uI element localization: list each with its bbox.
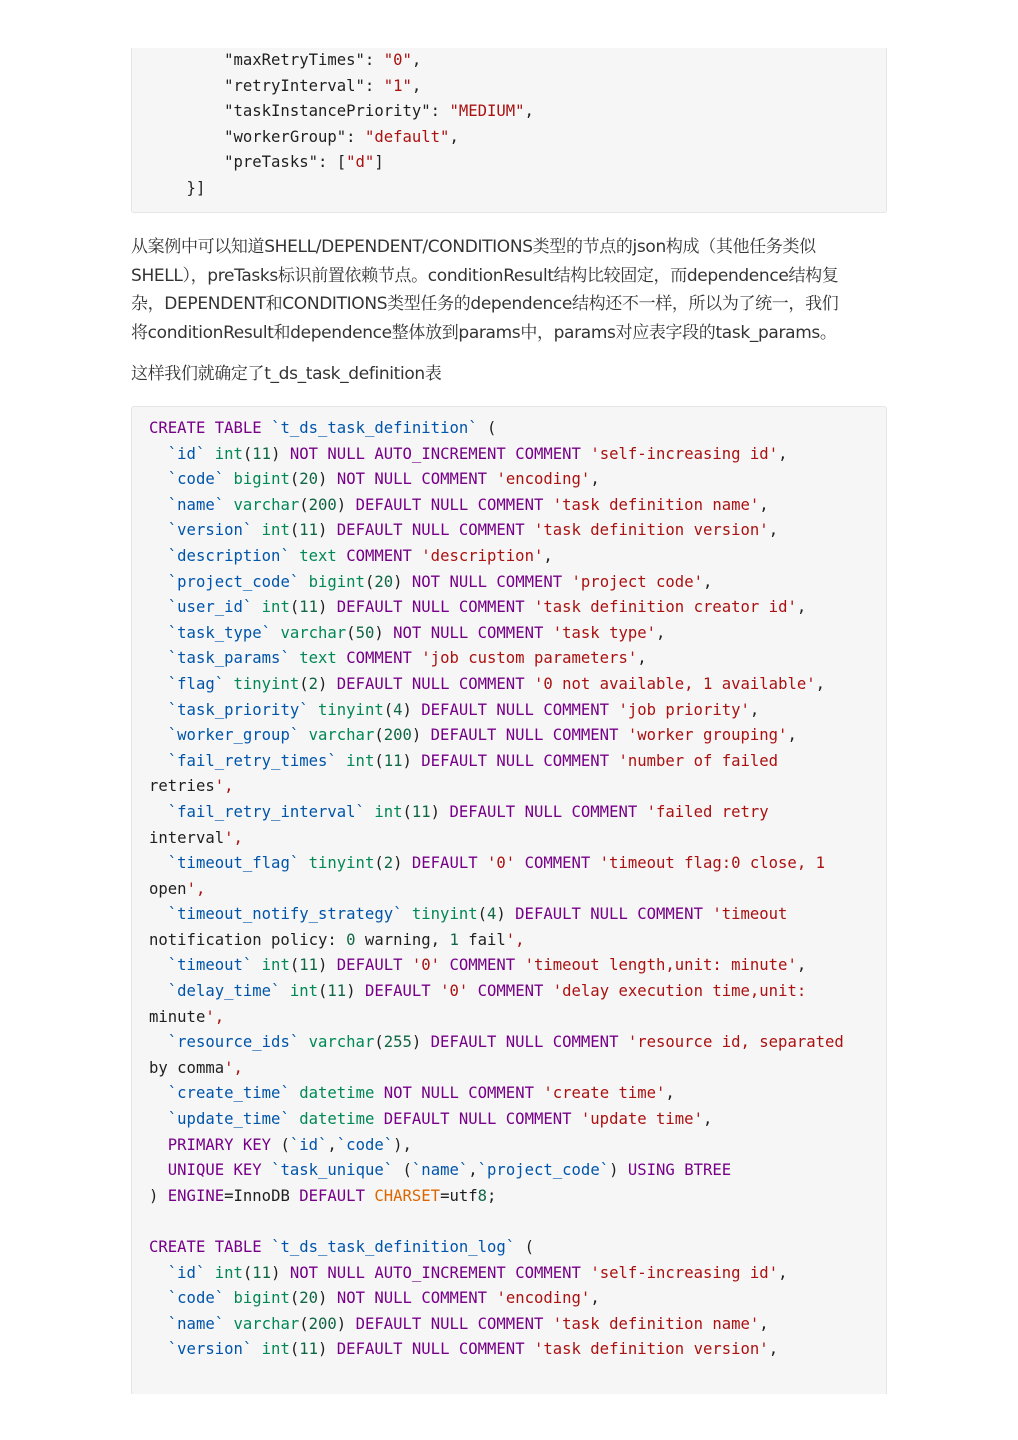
code-line: `task_type` varchar(50) NOT NULL COMMENT 'task type', xyxy=(167,623,666,642)
sql-code-block xyxy=(131,406,887,1394)
code-line: `resource_ids` varchar(255) DEFAULT NULL COMMENT 'resource id, separated xyxy=(167,1033,844,1052)
code-line: `timeout_notify_strategy` tinyint(4) DEFAULT NULL COMMENT 'timeout xyxy=(167,905,788,924)
code-line: retries', xyxy=(149,777,234,796)
code-line: CREATE TABLE `t_ds_task_definition_log` ( xyxy=(149,1238,534,1256)
table-intro-paragraph xyxy=(131,360,891,388)
paragraph-line: 从案例中可以知道SHELL/DEPENDENT/CONDITIONS类型的节点的json构成（其他任务类似 xyxy=(131,237,816,257)
code-line: "workerGroup": "default", xyxy=(149,127,459,146)
code-line: UNIQUE KEY `task_unique` (`name`,`project_code`) USING BTREE xyxy=(167,1161,732,1180)
code-line: "taskInstancePriority": "MEDIUM", xyxy=(149,102,534,121)
code-line: by comma', xyxy=(149,1058,243,1077)
code-line: `task_params` text COMMENT 'job custom parameters', xyxy=(167,649,647,668)
code-line: "preTasks": ["d"] xyxy=(149,153,384,172)
code-line: `task_priority` tinyint(4) DEFAULT NULL COMMENT 'job priority', xyxy=(167,700,760,719)
code-line: `timeout_flag` tinyint(2) DEFAULT '0' COMMENT 'timeout flag:0 close, 1 xyxy=(167,854,825,873)
code-line xyxy=(149,1209,844,1235)
paragraph-line: SHELL），preTasks标识前置依赖节点。conditionResult结构比较固定，而dependence结构复 xyxy=(131,265,839,286)
paragraph-line: 杂，DEPENDENT和CONDITIONS类型任务的dependence结构还不一样，所以为了统一，我们 xyxy=(131,294,839,315)
code-line: `delay_time` int(11) DEFAULT '0' COMMENT 'delay execution time,unit: xyxy=(167,982,807,1001)
code-line: `user_id` int(11) DEFAULT NULL COMMENT 'task definition creator id', xyxy=(167,598,807,617)
code-line: `version` int(11) DEFAULT NULL COMMENT 'task definition version', xyxy=(167,521,779,540)
paragraph-line: 将conditionResult和dependence整体放到params中，params对应表字段的task_params。 xyxy=(131,322,837,343)
explanation-paragraph xyxy=(131,233,891,347)
code-line: `version` int(11) DEFAULT NULL COMMENT 'task definition version', xyxy=(167,1340,779,1359)
code-line: `fail_retry_interval` int(11) DEFAULT NULL COMMENT 'failed retry xyxy=(167,802,769,821)
json-code xyxy=(149,48,534,202)
code-line: interval', xyxy=(149,828,243,847)
code-line: `create_time` datetime NOT NULL COMMENT 'create time', xyxy=(167,1084,675,1103)
code-line: `flag` tinyint(2) DEFAULT NULL COMMENT '0 not available, 1 available', xyxy=(167,674,826,693)
code-line: `update_time` datetime DEFAULT NULL COMMENT 'update time', xyxy=(167,1110,713,1129)
code-line: `timeout` int(11) DEFAULT '0' COMMENT 'timeout length,unit: minute', xyxy=(167,956,807,975)
code-line: }] xyxy=(149,178,206,197)
sql-code xyxy=(149,416,844,1363)
json-code-block xyxy=(131,48,887,213)
code-line: `id` int(11) NOT NULL AUTO_INCREMENT COMMENT 'self-increasing id', xyxy=(167,444,788,463)
code-line: PRIMARY KEY (`id`,`code`), xyxy=(167,1135,412,1154)
code-line: `fail_retry_times` int(11) DEFAULT NULL COMMENT 'number of failed xyxy=(167,751,779,770)
code-line: `name` varchar(200) DEFAULT NULL COMMENT 'task definition name', xyxy=(167,495,769,514)
code-line: `description` text COMMENT 'description', xyxy=(167,546,553,565)
code-line: `code` bigint(20) NOT NULL COMMENT 'encoding', xyxy=(167,1289,600,1308)
code-line: `project_code` bigint(20) NOT NULL COMMENT 'project code', xyxy=(167,572,713,591)
code-line: `name` varchar(200) DEFAULT NULL COMMENT 'task definition name', xyxy=(167,1314,769,1333)
code-line: `id` int(11) NOT NULL AUTO_INCREMENT COMMENT 'self-increasing id', xyxy=(167,1263,788,1282)
paragraph-line: 这样我们就确定了t_ds_task_definition表 xyxy=(131,364,442,384)
code-line: minute', xyxy=(149,1007,225,1026)
code-line: open', xyxy=(149,879,206,898)
code-line: CREATE TABLE `t_ds_task_definition` ( xyxy=(149,419,497,437)
code-line: `code` bigint(20) NOT NULL COMMENT 'encoding', xyxy=(167,470,600,489)
code-line: ) ENGINE=InnoDB DEFAULT CHARSET=utf8; xyxy=(149,1186,497,1205)
code-line: `worker_group` varchar(200) DEFAULT NULL COMMENT 'worker grouping', xyxy=(167,726,797,745)
code-line: "retryInterval": "1", xyxy=(149,76,422,95)
code-line: notification policy: 0 warning, 1 fail', xyxy=(149,930,525,949)
code-line: "maxRetryTimes": "0", xyxy=(149,51,422,69)
